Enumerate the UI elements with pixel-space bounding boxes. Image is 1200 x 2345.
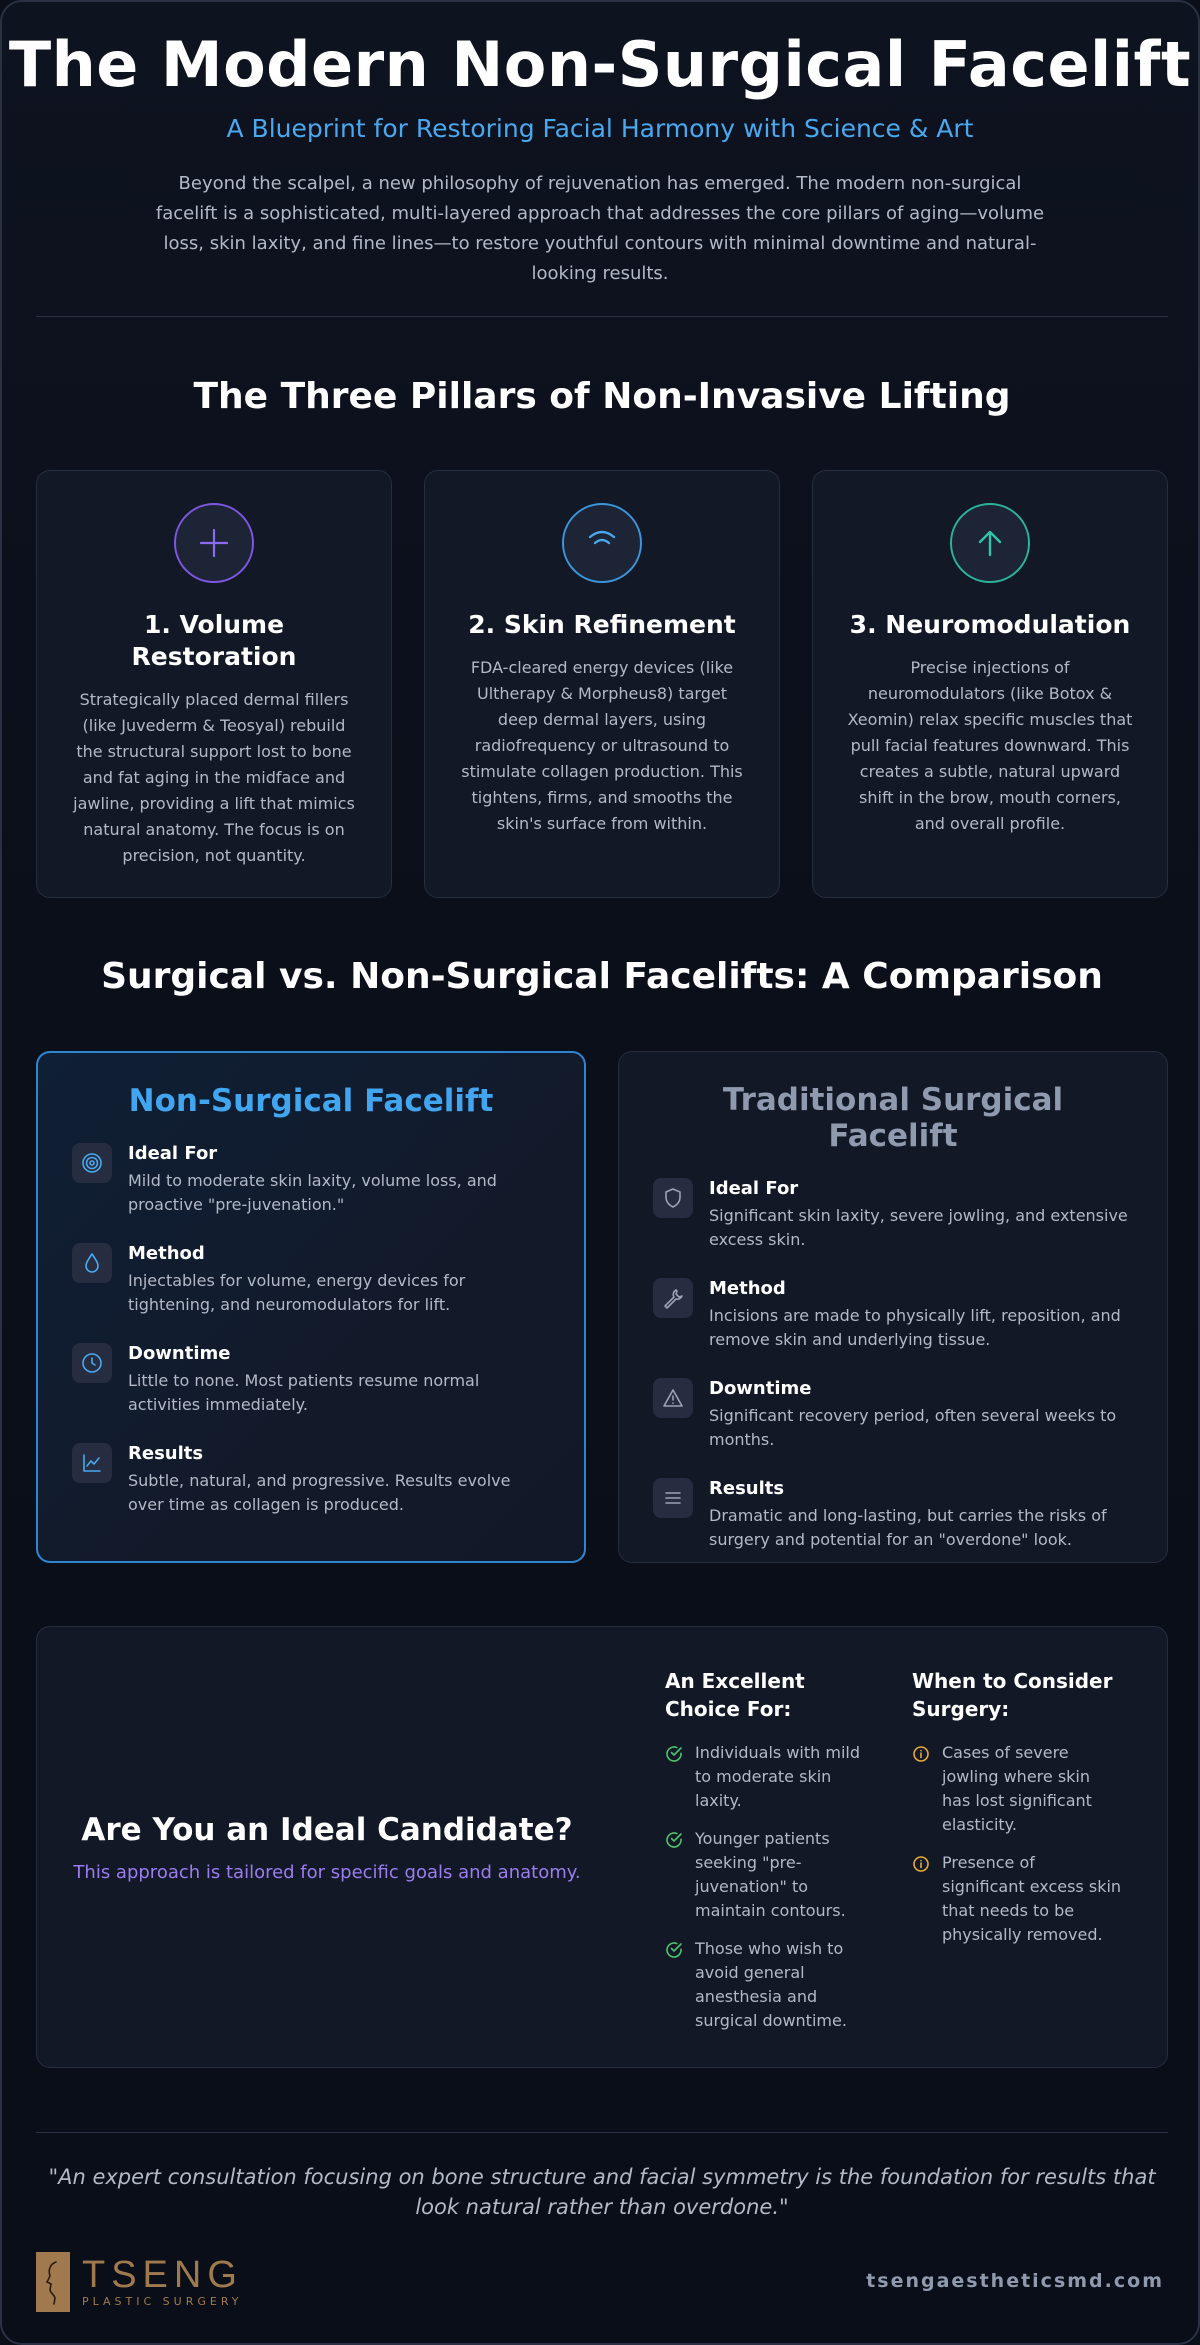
row-text: Dramatic and long-lasting, but carries the risks of surgery and potential for an "overdone" look. xyxy=(709,1506,1107,1549)
pillar-title: 3. Neuromodulation xyxy=(849,610,1131,639)
row-text: Injectables for volume, energy devices for tightening, and neuromodulators for lift. xyxy=(128,1271,466,1314)
comparison-title: Surgical vs. Non-Surgical Facelifts: A Comparison xyxy=(101,956,1103,997)
comparison-row xyxy=(653,1478,1133,1578)
droplet-icon xyxy=(72,1243,112,1283)
logo-face-icon xyxy=(36,2252,70,2312)
candidate-card xyxy=(36,1626,1168,2068)
surgical-card xyxy=(618,1051,1168,1563)
list-item xyxy=(665,1827,875,1923)
list-item xyxy=(665,1741,875,1813)
divider xyxy=(36,316,1168,317)
non-surgical-card xyxy=(36,1051,586,1563)
info-circle-icon xyxy=(912,1855,930,1873)
pillar-text: FDA-cleared energy devices (like Ultherapy & Morpheus8) target deep dermal layers, using radiofrequency or ultrasound to stimulate collagen production. This tightens, firms, and smooths the skin's surface from within. xyxy=(461,658,743,833)
row-label: Method xyxy=(128,1243,205,1264)
comparison-row xyxy=(653,1278,1133,1378)
surgical-title: Traditional Surgical Facelift xyxy=(722,1082,1064,1154)
info-circle-icon xyxy=(912,1745,930,1763)
comparison-row xyxy=(72,1343,550,1443)
row-text: Little to none. Most patients resume normal activities immediately. xyxy=(128,1371,480,1414)
pillar-title: 1. Volume Restoration xyxy=(131,610,297,671)
column-heading: An Excellent Choice For: xyxy=(665,1669,805,1721)
row-label: Downtime xyxy=(709,1378,812,1399)
consultation-quote: "An expert consultation focusing on bone structure and facial symmetry is the foundation for results that look natural rather than overdone." xyxy=(48,2165,1156,2219)
list-item xyxy=(912,1741,1122,1837)
shield-icon xyxy=(653,1178,693,1218)
pillar-card-volume xyxy=(36,470,392,898)
row-text: Subtle, natural, and progressive. Results evolve over time as collagen is produced. xyxy=(128,1471,511,1514)
row-label: Ideal For xyxy=(709,1178,799,1199)
row-text: Incisions are made to physically lift, reposition, and remove skin and underlying tissue. xyxy=(709,1306,1121,1349)
logo-name: TSENG xyxy=(82,2254,243,2296)
comparison-row xyxy=(653,1378,1133,1478)
clinic-logo[interactable] xyxy=(36,2252,243,2312)
row-label: Results xyxy=(128,1443,204,1464)
warning-icon xyxy=(653,1378,693,1418)
pillars-title: The Three Pillars of Non-Invasive Lifting xyxy=(193,376,1011,417)
website-link[interactable]: tsengaestheticsmd.com xyxy=(866,2270,1164,2292)
list-item-text: Presence of significant excess skin that needs to be physically removed. xyxy=(942,1853,1122,1944)
comparison-row xyxy=(72,1143,550,1243)
excellent-choice-column xyxy=(665,1667,875,2047)
wrench-icon xyxy=(653,1278,693,1318)
logo-tagline: PLASTIC SURGERY xyxy=(82,2295,243,2308)
check-circle-icon xyxy=(665,1831,683,1849)
intro-paragraph: Beyond the scalpel, a new philosophy of rejuvenation has emerged. The modern non-surgical facelift is a sophisticated, multi-layered approach that addresses the core pillars of aging—volume loss, skin laxity, and fine lines—to restore youthful contours with minimal downtime and natural-looking results. xyxy=(155,173,1045,284)
row-label: Results xyxy=(709,1478,785,1499)
menu-lines-icon xyxy=(653,1478,693,1518)
arrow-up-icon xyxy=(950,503,1030,583)
chart-icon xyxy=(72,1443,112,1483)
row-text: Significant skin laxity, severe jowling, and extensive excess skin. xyxy=(709,1206,1128,1249)
page-title: The Modern Non-Surgical Facelift xyxy=(8,28,1192,101)
list-item-text: Younger patients seeking "pre-juvenation" to maintain contours. xyxy=(695,1829,846,1920)
comparison-row xyxy=(72,1243,550,1343)
row-label: Method xyxy=(709,1278,786,1299)
divider xyxy=(36,2132,1168,2133)
pillar-card-skin xyxy=(424,470,780,898)
list-item-text: Cases of severe jowling where skin has lost significant elasticity. xyxy=(942,1743,1092,1834)
non-surgical-title: Non-Surgical Facelift xyxy=(128,1083,494,1119)
consider-surgery-column xyxy=(912,1667,1122,1961)
row-text: Mild to moderate skin laxity, volume loss, and proactive "pre-juvenation." xyxy=(128,1171,497,1214)
comparison-row xyxy=(653,1178,1133,1278)
check-circle-icon xyxy=(665,1941,683,1959)
list-item xyxy=(912,1851,1122,1947)
column-heading: When to Consider Surgery: xyxy=(912,1669,1113,1721)
header xyxy=(2,2,1198,289)
pillar-text: Strategically placed dermal fillers (like Juvederm & Teosyal) rebuild the structural support lost to bone and fat aging in the midface and jawline, providing a lift that mimics natural anatomy. The focus is on precision, not quantity. xyxy=(73,690,355,865)
row-label: Ideal For xyxy=(128,1143,218,1164)
pillar-text: Precise injections of neuromodulators (like Botox & Xeomin) relax specific muscles that pull facial features downward. This creates a subtle, natural upward shift in the brow, mouth corners, and overall profile. xyxy=(847,658,1133,833)
list-item xyxy=(665,1937,875,2033)
row-label: Downtime xyxy=(128,1343,231,1364)
pillar-card-neuromodulation xyxy=(812,470,1168,898)
candidate-subtitle: This approach is tailored for specific goals and anatomy. xyxy=(73,1861,581,1883)
wave-icon xyxy=(562,503,642,583)
list-item-text: Individuals with mild to moderate skin laxity. xyxy=(695,1743,861,1810)
page-subtitle: A Blueprint for Restoring Facial Harmony with Science & Art xyxy=(226,114,974,143)
comparison-row xyxy=(72,1443,550,1543)
pillar-title: 2. Skin Refinement xyxy=(468,610,736,639)
target-icon xyxy=(72,1143,112,1183)
candidate-title: Are You an Ideal Candidate? xyxy=(81,1811,573,1848)
check-circle-icon xyxy=(665,1745,683,1763)
plus-icon xyxy=(174,503,254,583)
list-item-text: Those who wish to avoid general anesthesia and surgical downtime. xyxy=(695,1939,847,2030)
row-text: Significant recovery period, often several weeks to months. xyxy=(709,1406,1117,1449)
clock-icon xyxy=(72,1343,112,1383)
